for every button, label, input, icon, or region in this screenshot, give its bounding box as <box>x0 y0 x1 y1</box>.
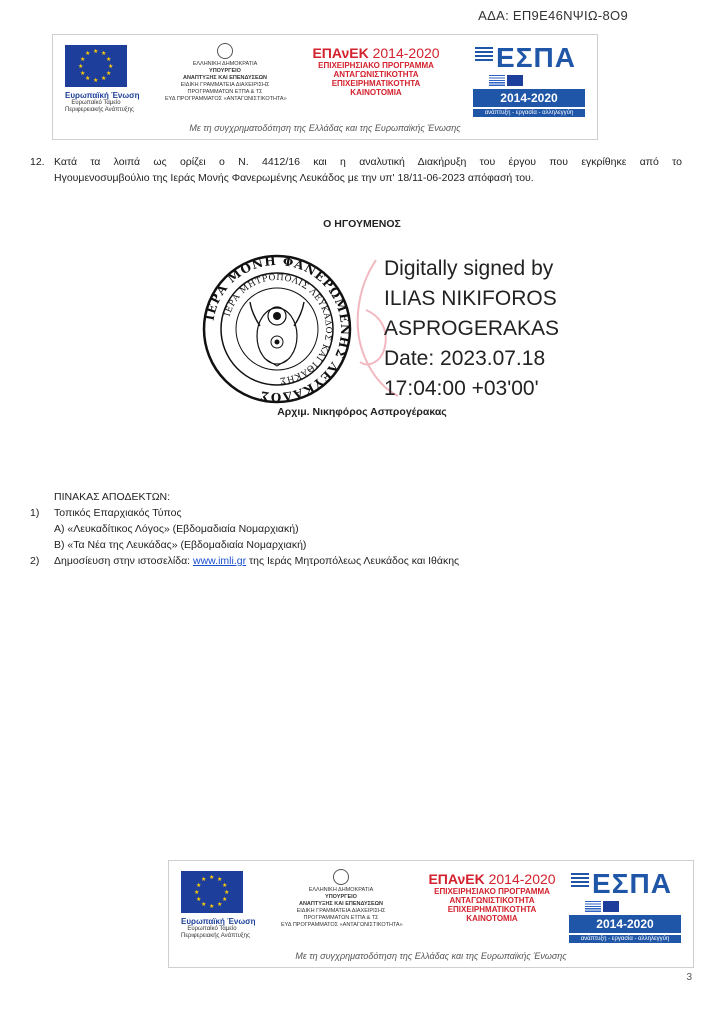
espa-logo <box>569 869 681 943</box>
epanek-line: ΚΑΙΝΟΤΟΜΙΑ <box>350 88 402 97</box>
ministry-line: ΕΙΔΙΚΗ ΓΡΑΜΜΑΤΕΙΑ ΔΙΑΧΕΙΡΙΣΗΣ <box>296 908 386 914</box>
recipients-title: ΠΙΝΑΚΑΣ ΑΠΟΔΕΚΤΩΝ: <box>54 491 171 503</box>
eu-title: Ευρωπαϊκή Ένωση <box>65 91 140 100</box>
epanek-line: ΕΠΙΧΕΙΡΗΣΙΑΚΟ ΠΡΟΓΡΑΜΜΑ <box>434 887 550 896</box>
website-link[interactable]: www.imli.gr <box>193 555 247 567</box>
eu-flag-icon: ★ ★ ★ ★ ★ ★ ★ ★ ★ ★ ★ ★ <box>65 45 127 87</box>
eu-title: Ευρωπαϊκή Ένωση <box>181 917 256 926</box>
digital-signature-line: ASPROGERAKAS <box>384 317 560 340</box>
eu-subtitle-2: Περιφερειακής Ανάπτυξης <box>65 107 134 113</box>
ministry-line: ΥΠΟΥΡΓΕΙΟ <box>209 68 241 74</box>
epanek-years: 2014-2020 <box>372 45 440 61</box>
signatory-heading: Ο ΗΓΟΥΜΕΝΟΣ <box>323 218 401 230</box>
espa-logo <box>473 43 585 117</box>
eu-flag-icon: ★ ★ ★ ★ ★ ★ ★ ★ ★ ★ ★ ★ <box>181 871 243 913</box>
recipient-2-number: 2) <box>30 555 40 567</box>
page-number: 3 <box>686 972 692 983</box>
ministry-logo <box>281 869 401 929</box>
eu-logo <box>65 45 140 114</box>
epanek-line: ΕΠΙΧΕΙΡΗΜΑΤΙΚΟΤΗΤΑ <box>447 905 537 914</box>
espa-stripes-icon <box>571 873 589 889</box>
banner-footer: Με τη συγχρηματοδότηση της Ελλάδας και της Ευρωπαϊκής Ένωσης <box>295 951 567 961</box>
greek-crest-icon <box>333 869 349 885</box>
espa-years: 2014-2020 <box>473 89 585 107</box>
digital-signature-line: Digitally signed by <box>384 257 554 280</box>
epanek-line: ΕΠΙΧΕΙΡΗΜΑΤΙΚΟΤΗΤΑ <box>331 79 421 88</box>
epanek-logo <box>301 45 451 97</box>
recipient-2-prefix: Δημοσίευση στην ιστοσελίδα: <box>54 555 193 567</box>
espa-title: ΕΣΠΑ <box>592 868 672 899</box>
ministry-line: ΑΝΑΠΤΥΞΗΣ ΚΑΙ ΕΠΕΝΔΥΣΕΩΝ <box>298 901 383 907</box>
epanek-title: ΕΠΑνΕΚ <box>428 871 485 887</box>
item-12-line-2: Ηγουμενοσυμβούλιο της Ιεράς Μονής Φανερωμένης Λευκάδος με την υπ' 18/11-06-2023 απόφασή του. <box>54 172 534 184</box>
epanek-line: ΑΝΤΑΓΩΝΙΣΤΙΚΟΤΗΤΑ <box>449 896 535 905</box>
eu-mini-flag-icon <box>603 901 619 912</box>
banner-footer: Με τη συγχρηματοδότηση της Ελλάδας και της Ευρωπαϊκής Ένωσης <box>189 123 461 133</box>
espa-title: ΕΣΠΑ <box>496 42 576 73</box>
epanek-line: ΚΑΙΝΟΤΟΜΙΑ <box>466 914 518 923</box>
epanek-years: 2014-2020 <box>488 871 556 887</box>
espa-tagline: ανάπτυξη - εργασία - αλληλεγγύη <box>569 935 681 943</box>
greek-flag-icon <box>489 75 505 86</box>
eu-subtitle-1: Ευρωπαϊκό Ταμείο <box>71 100 121 106</box>
ministry-line: ΕΥΔ ΠΡΟΓΡΑΜΜΑΤΟΣ «ΑΝΤΑΓΩΝΙΣΤΙΚΟΤΗΤΑ» <box>281 922 403 928</box>
eu-mini-flag-icon <box>507 75 523 86</box>
seal-outer-text: ΙΕΡΑ ΜΟΝΗ ΦΑΝΕΡΩΜΕΝΗΣ ΛΕΥΚΑΔΟΣ <box>202 254 352 404</box>
ministry-line: ΠΡΟΓΡΑΜΜΑΤΩΝ ΕΤΠΑ & ΤΣ <box>187 89 263 95</box>
espa-years: 2014-2020 <box>569 915 681 933</box>
monastery-seal <box>202 254 352 404</box>
epanek-line: ΕΠΙΧΕΙΡΗΣΙΑΚΟ ΠΡΟΓΡΑΜΜΑ <box>318 61 434 70</box>
ministry-line: ΕΛΛΗΝΙΚΗ ΔΗΜΟΚΡΑΤΙΑ <box>192 61 258 67</box>
eu-subtitle-1: Ευρωπαϊκό Ταμείο <box>187 926 237 932</box>
ministry-line: ΕΙΔΙΚΗ ΓΡΑΜΜΑΤΕΙΑ ΔΙΑΧΕΙΡΙΣΗΣ <box>180 82 270 88</box>
digital-signature-line: ILIAS NIKIFOROS <box>384 287 557 310</box>
virgin-and-child-icon <box>250 302 304 366</box>
signatory-name: Αρχιμ. Νικηφόρος Ασπρογέρακας <box>277 406 447 418</box>
recipient-2-line <box>54 553 459 569</box>
ministry-line: ΕΥΔ ΠΡΟΓΡΑΜΜΑΤΟΣ «ΑΝΤΑΓΩΝΙΣΤΙΚΟΤΗΤΑ» <box>165 96 287 102</box>
recipient-1-sub-a: Α) «Λευκαδίτικος Λόγος» (Εβδομαδιαία Νομαρχιακή) <box>54 523 299 535</box>
recipient-1-sub-b: Β) «Τα Νέα της Λευκάδας» (Εβδομαδιαία Νομαρχιακή) <box>54 539 307 551</box>
greek-crest-icon <box>217 43 233 59</box>
digital-signature-line: Date: 2023.07.18 <box>384 347 546 370</box>
ministry-line: ΠΡΟΓΡΑΜΜΑΤΩΝ ΕΤΠΑ & ΤΣ <box>303 915 379 921</box>
recipient-1-text: Τοπικός Επαρχιακός Τύπος <box>54 507 182 519</box>
recipient-1-number: 1) <box>30 507 40 519</box>
ministry-line: ΑΝΑΠΤΥΞΗΣ ΚΑΙ ΕΠΕΝΔΥΣΕΩΝ <box>182 75 267 81</box>
ministry-logo <box>165 43 285 103</box>
funding-banner-bottom <box>168 860 694 968</box>
espa-tagline: ανάπτυξη - εργασία - αλληλεγγύη <box>473 109 585 117</box>
ministry-line: ΥΠΟΥΡΓΕΙΟ <box>325 894 357 900</box>
epanek-title: ΕΠΑνΕΚ <box>312 45 369 61</box>
epanek-line: ΑΝΤΑΓΩΝΙΣΤΙΚΟΤΗΤΑ <box>333 70 419 79</box>
funding-banner-top <box>52 34 598 140</box>
ada-code: ΑΔΑ: ΕΠ9Ε46ΝΨΙΩ-8Ο9 <box>478 8 628 23</box>
digital-signature-text <box>384 254 559 404</box>
recipient-2-suffix: της Ιεράς Μητροπόλεως Λευκάδος και Ιθάκης <box>246 555 460 567</box>
greek-flag-icon <box>585 901 601 912</box>
item-12-number: 12. <box>30 156 45 168</box>
ministry-line: ΕΛΛΗΝΙΚΗ ΔΗΜΟΚΡΑΤΙΑ <box>308 887 374 893</box>
epanek-logo <box>417 871 567 923</box>
eu-logo <box>181 871 256 940</box>
digital-signature-line: 17:04:00 +03'00' <box>384 377 539 400</box>
espa-stripes-icon <box>475 47 493 63</box>
seal-inner-text: ΙΕΡΑ ΜΗΤΡΟΠΟΛΙΣ ΛΕΥΚΑΔΟΣ ΚΑΙ ΙΘΑΚΗΣ <box>222 272 334 386</box>
item-12-line-1: Κατά τα λοιπά ως ορίζει ο Ν. 4412/16 και η αναλυτική Διακήρυξη του έργου που εγκρίθηκε από το <box>54 156 682 168</box>
eu-subtitle-2: Περιφερειακής Ανάπτυξης <box>181 933 250 939</box>
